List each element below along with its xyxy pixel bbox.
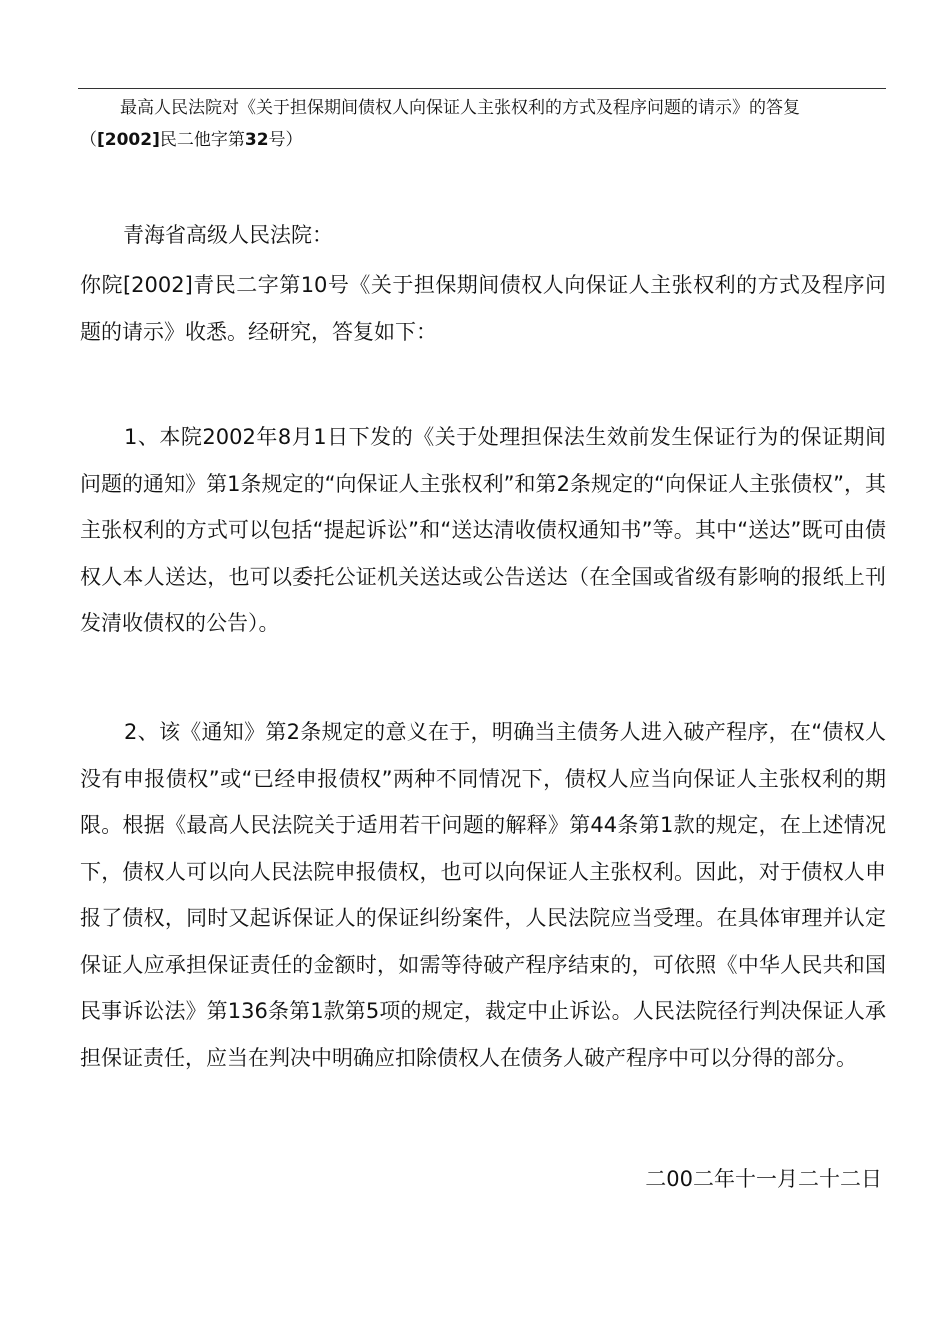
salutation: 青海省高级人民法院： <box>123 223 333 247</box>
doc-no-open: （ <box>80 130 97 150</box>
doc-no-year: [2002] <box>97 130 160 150</box>
doc-no-close: 号） <box>268 130 303 150</box>
document-number <box>80 124 886 156</box>
paragraph-intro: 你院[2002]青民二字第10号《关于担保期间债权人向保证人主张权利的方式及程序问题的请示》收悉。经研究，答复如下： <box>80 273 886 344</box>
paragraph-item-2: 2、该《通知》第2条规定的意义在于，明确当主债务人进入破产程序，在“债权人没有申报债权”或“已经申报债权”两种不同情况下，债权人应当向保证人主张权利的期限。根据《最高人民法院关于适用若干问题的解释》第44条第1款的规定，在上述情况下，债权人可以向人民法院申报债权，也可以向保证人主张权利。因此，对于债权人申报了债权，同时又起诉保证人的保证纠纷案件，人民法院应当受理。在具体审理并认定保证人应承担保证责任的金额时，如需等待破产程序结束的，可依照《中华人民共和国民事诉讼法》第136条第1款第5项的规定，裁定中止诉讼。人民法院径行判决保证人承担保证责任，应当在判决中明确应扣除债权人在债务人破产程序中可以分得的部分。 <box>80 720 886 1070</box>
doc-no-num: 32 <box>244 130 269 150</box>
document-title: 最高人民法院对《关于担保期间债权人向保证人主张权利的方式及程序问题的请示》的答复 <box>120 98 800 118</box>
header-rule <box>78 88 886 89</box>
document-header <box>80 92 886 156</box>
document-date: 二00二年十一月二十二日 <box>645 1167 882 1191</box>
doc-no-mid: 民二他字第 <box>159 130 245 150</box>
paragraph-item-1: 1、本院2002年8月1日下发的《关于处理担保法生效前发生保证行为的保证期间问题的通知》第1条规定的“向保证人主张权利”和第2条规定的“向保证人主张债权”，其主张权利的方式可以包括“提起诉讼”和“送达清收债权通知书”等。其中“送达”既可由债权人本人送达，也可以委托公证机关送达或公告送达（在全国或省级有影响的报纸上刊发清收债权的公告）。 <box>80 425 886 635</box>
